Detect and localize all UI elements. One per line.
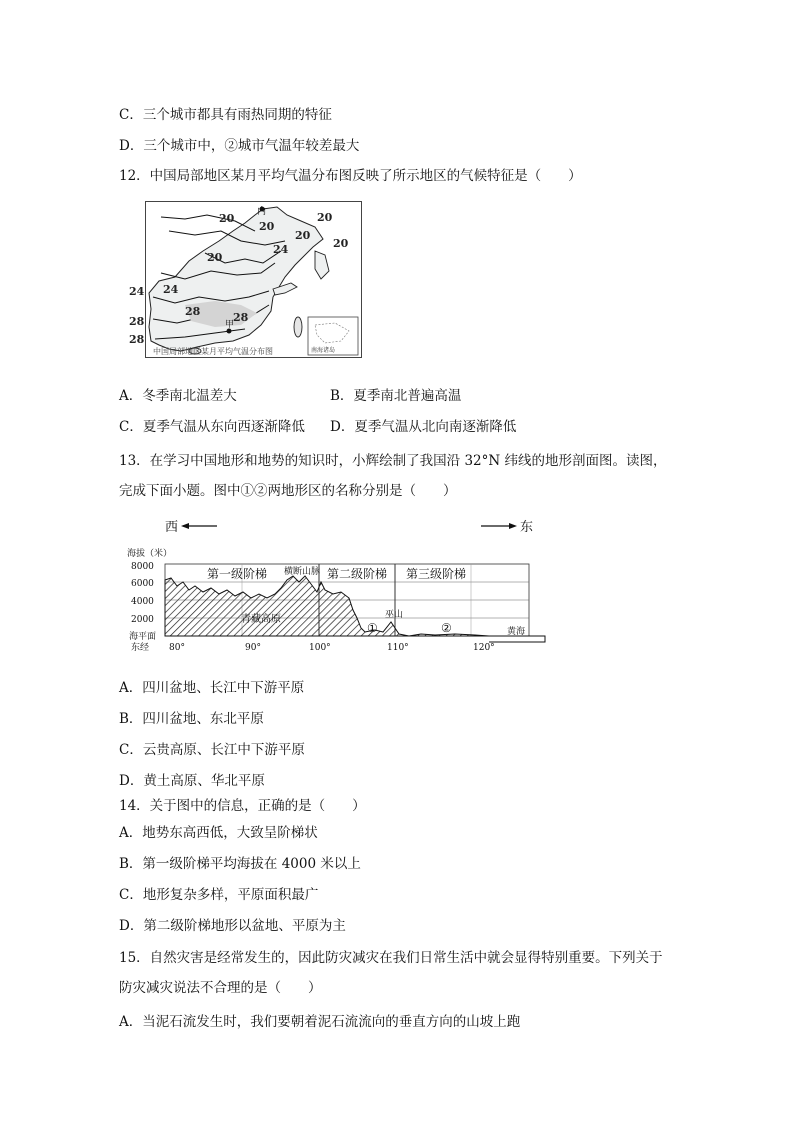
- step-1-label: 第一级阶梯: [207, 567, 268, 581]
- q11-option-c: C．三个城市都具有雨热同期的特征: [119, 107, 332, 123]
- svg-text:20: 20: [207, 251, 223, 264]
- q15-stem-line2: 防灾减灾说法不合理的是（ ）: [119, 980, 322, 996]
- wushan-label: 巫山: [385, 610, 404, 620]
- q13-option-c: C．云贵高原、长江中下游平原: [119, 742, 305, 758]
- svg-text:28: 28: [129, 333, 145, 346]
- east-label: 东: [520, 520, 534, 535]
- step-2-label: 第二级阶梯: [327, 567, 388, 581]
- svg-text:4000: 4000: [131, 597, 154, 607]
- map-caption: 中国局部地区某月平均气温分布图: [153, 347, 273, 356]
- q13-stem-line2: 完成下面小题。图中①②两地形区的名称分别是（ ）: [119, 483, 457, 499]
- svg-text:24: 24: [129, 285, 145, 298]
- q15-option-a: A．当泥石流发生时，我们要朝着泥石流流向的垂直方向的山坡上跑: [119, 1014, 521, 1030]
- west-label: 西: [165, 520, 179, 535]
- hengduan-label: 横断山脉: [284, 567, 321, 577]
- q13-stem-line1: 13．在学习中国地形和地势的知识时，小辉绘制了我国沿 32°N 纬线的地形剖面图。读图，: [119, 453, 667, 469]
- y-axis-label: 海拔（米）: [127, 549, 173, 559]
- map-label-nei: 内: [257, 207, 267, 217]
- marker-1: ①: [367, 621, 378, 635]
- q14-option-d: D．第二级阶梯地形以盆地、平原为主: [119, 918, 346, 934]
- yellow-sea-label: 黄海: [507, 627, 526, 637]
- q14-option-a: A．地势东高西低，大致呈阶梯状: [119, 825, 318, 841]
- svg-text:28: 28: [233, 311, 249, 324]
- svg-text:28: 28: [129, 315, 145, 328]
- inset-caption: 南海诸岛: [311, 347, 336, 354]
- q12-option-d: D．夏季气温从北向南逐渐降低: [330, 419, 517, 435]
- step-3-label: 第三级阶梯: [406, 567, 467, 581]
- q12-option-c: C．夏季气温从东向西逐渐降低: [119, 419, 305, 435]
- q11-option-d: D．三个城市中，②城市气温年较差最大: [119, 138, 360, 154]
- q12-option-b: B．夏季南北普遍高温: [330, 388, 462, 404]
- svg-text:6000: 6000: [131, 579, 154, 589]
- qingzang-label: 青藏高原: [241, 614, 281, 625]
- temperature-map-figure: [129, 201, 362, 358]
- svg-text:80°: 80°: [169, 643, 185, 653]
- terrain-profile-figure: [125, 518, 545, 658]
- east-longitude-label: 东经: [131, 643, 150, 653]
- svg-text:24: 24: [273, 243, 289, 256]
- svg-text:28: 28: [185, 305, 201, 318]
- svg-text:90°: 90°: [245, 643, 261, 653]
- svg-text:20: 20: [295, 229, 311, 242]
- q15-stem-line1: 15．自然灾害是经常发生的，因此防灾减灾在我们日常生活中就会显得特别重要。下列关于: [119, 950, 663, 966]
- sea-level-label: 海平面: [129, 632, 157, 642]
- marker-2: ②: [441, 621, 452, 635]
- q12-stem: 12．中国局部地区某月平均气温分布图反映了所示地区的气候特征是（ ）: [119, 168, 582, 184]
- svg-text:8000: 8000: [131, 562, 154, 572]
- q14-option-b: B．第一级阶梯平均海拔在 4000 米以上: [119, 856, 361, 872]
- svg-text:120°: 120°: [473, 643, 495, 653]
- q14-option-c: C．地形复杂多样，平原面积最广: [119, 887, 319, 903]
- svg-text:20: 20: [219, 212, 235, 225]
- svg-text:24: 24: [163, 283, 179, 296]
- svg-text:100°: 100°: [309, 643, 331, 653]
- q12-option-a: A．冬季南北温差大: [119, 388, 237, 404]
- svg-text:20: 20: [333, 237, 349, 250]
- q13-option-a: A．四川盆地、长江中下游平原: [119, 680, 305, 696]
- q14-stem: 14．关于图中的信息，正确的是（ ）: [119, 798, 366, 814]
- svg-text:20: 20: [317, 211, 333, 224]
- svg-text:2000: 2000: [131, 615, 154, 625]
- svg-text:20: 20: [259, 220, 275, 233]
- map-label-jia: 甲: [225, 320, 235, 330]
- svg-text:110°: 110°: [387, 643, 409, 653]
- q13-option-d: D．黄土高原、华北平原: [119, 773, 265, 789]
- q13-option-b: B．四川盆地、东北平原: [119, 711, 264, 727]
